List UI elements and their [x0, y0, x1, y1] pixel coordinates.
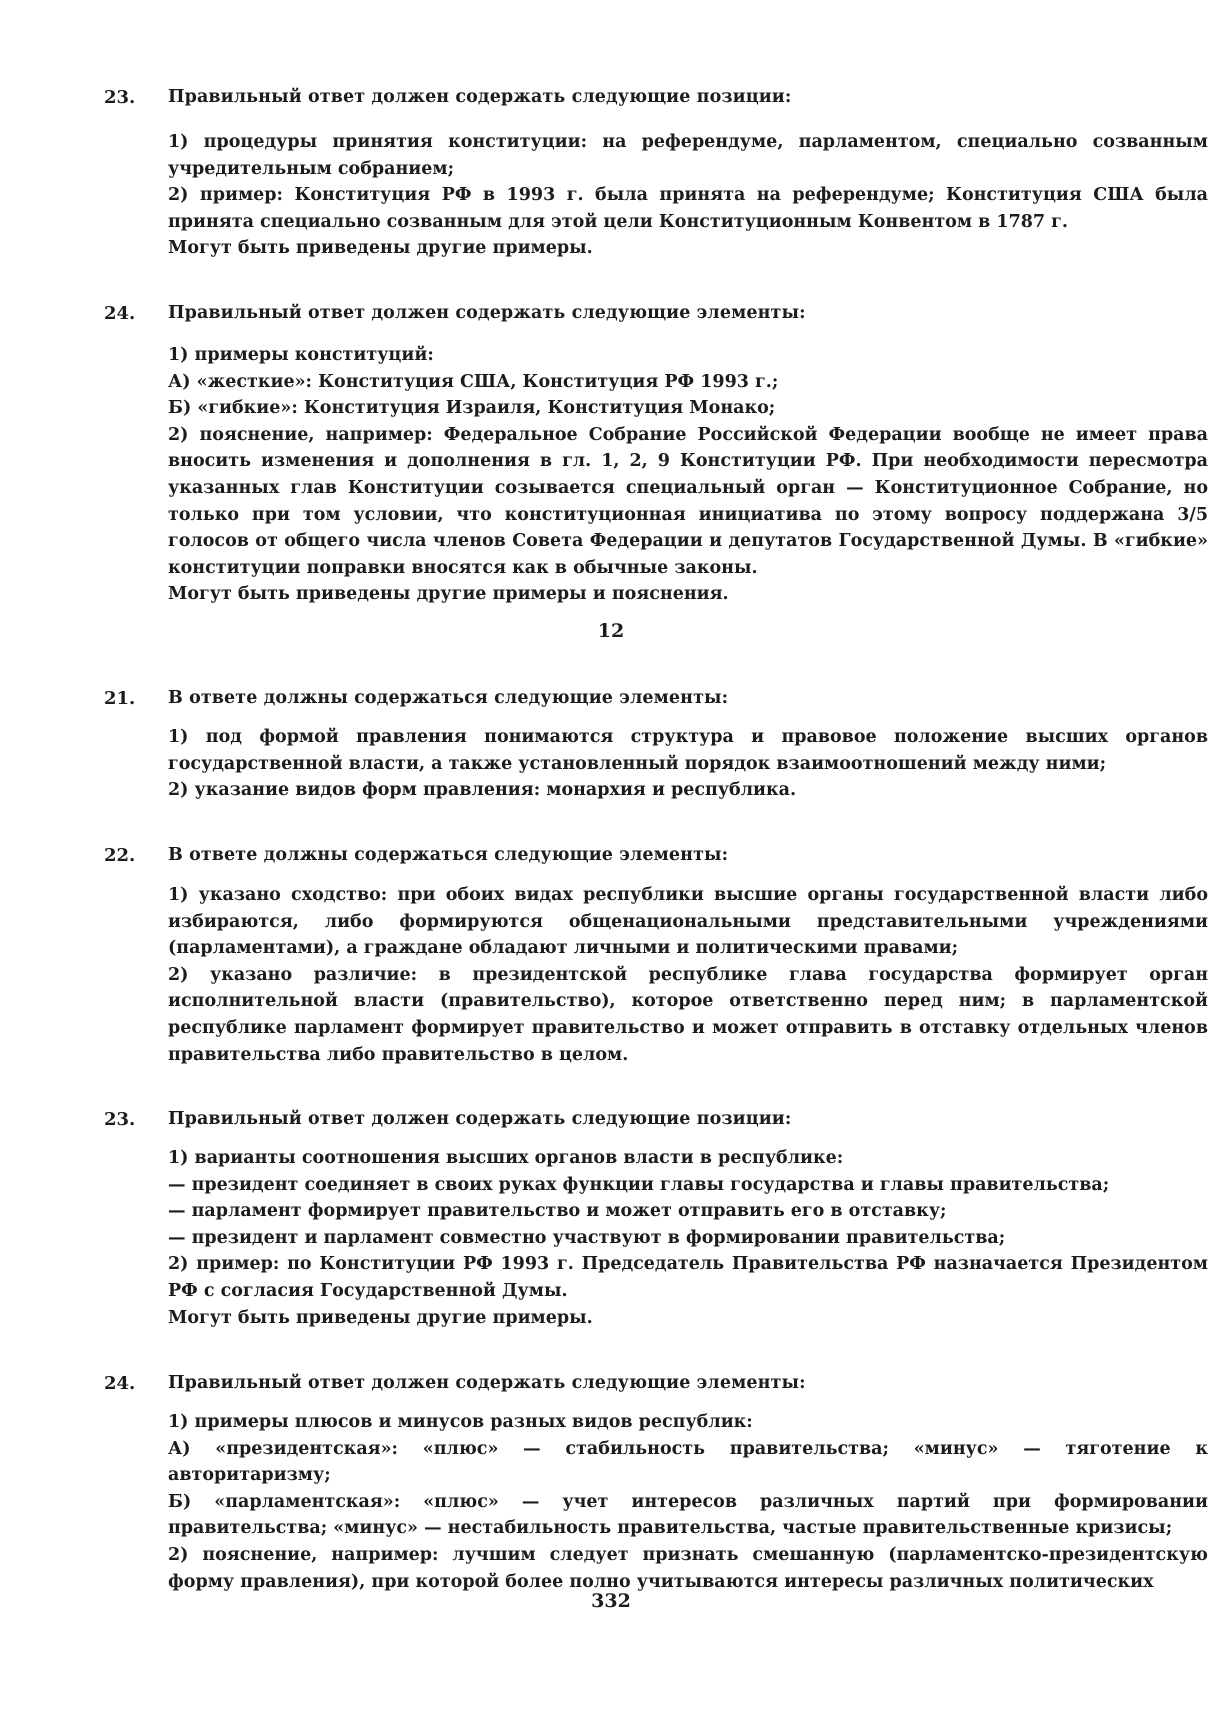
answer-line: 1) процедуры принятия конституции: на референдуме, парламентом, специально созванным учредительным собранием;	[168, 132, 1208, 179]
answer-line: — президент и парламент совместно участвуют в формировании правительства;	[168, 1227, 1006, 1248]
answer-number: 23.	[104, 1109, 136, 1130]
answer-line: 1) под формой правления понимаются структура и правовое положение высших органов государственной власти, а также установленный порядок взаимоотношений между ними;	[168, 727, 1208, 774]
answer-number: 21.	[104, 688, 136, 709]
answer-line: 1) примеры конституций:	[168, 345, 434, 365]
answer-line: — президент соединяет в своих руках функции главы государства и главы правительства;	[168, 1174, 1110, 1195]
answer-body	[168, 1145, 1208, 1331]
answer-heading: В ответе должны содержаться следующие элементы:	[168, 688, 729, 708]
answer-heading: Правильный ответ должен содержать следующие элементы:	[168, 1373, 806, 1393]
answer-line: Могут быть приведены другие примеры.	[168, 1307, 593, 1328]
answer-line: 2) пояснение, например: лучшим следует признать смешанную (парламентско-президентскую форму правления), при которой более полно учитываются интересы различных политических	[168, 1544, 1208, 1592]
answer-heading: Правильный ответ должен содержать следующие позиции:	[168, 87, 792, 107]
answer-line: 2) указано различие: в президентской республике глава государства формирует орган исполнительной власти (правительство), которое ответственно перед ним; в парламентской республике парламент формирует правительство и может отправить в отставку отдельных членов правительства либо правительство в целом.	[168, 964, 1208, 1065]
answer-line: 2) указание видов форм правления: монархия и республика.	[168, 780, 797, 801]
answer-line: Б) «парламентская»: «плюс» — учет интересов различных партий при формировании правительства; «минус» — нестабильность правительства, частые правительственные кризисы;	[168, 1491, 1208, 1539]
answer-body	[168, 724, 1208, 804]
answer-body	[168, 342, 1208, 608]
answer-line: 2) пример: Конституция РФ в 1993 г. была принята на референдуме; Конституция США была принята специально созванным для этой цели Конституционным Конвентом в 1787 г.	[168, 185, 1208, 232]
answer-line: Б) «гибкие»: Конституция Израиля, Конституция Монако;	[168, 398, 776, 419]
variant-number: 12	[597, 620, 625, 642]
answer-heading: В ответе должны содержаться следующие элементы:	[168, 845, 729, 865]
answer-heading: Правильный ответ должен содержать следующие позиции:	[168, 1109, 792, 1129]
page-number: 332	[591, 1590, 631, 1612]
answer-heading: Правильный ответ должен содержать следующие элементы:	[168, 303, 806, 323]
answer-number: 24.	[104, 303, 136, 324]
answer-line: 2) пояснение, например: Федеральное Собрание Российской Федерации вообще не имеет права вносить изменения и дополнения в гл. 1, 2, 9 Конституции РФ. При необходимости пересмотра указанных глав Конституции созывается специальный орган — Конституционное Собрание, но только при том условии, что конституционная инициатива по этому вопросу поддержана 3/5 голосов от общего числа членов Совета Федерации и депутатов Государственной Думы. В «гибкие» конституции поправки вносятся как в обычные законы.	[168, 424, 1208, 578]
answer-number: 23.	[104, 87, 136, 108]
answer-line: 1) указано сходство: при обоих видах республики высшие органы государственной власти либо избираются, либо формируются общенациональными представительными учреждениями (парламентами), а граждане обладают личными и политическими правами;	[168, 885, 1208, 959]
answer-body	[168, 882, 1208, 1068]
answer-number: 24.	[104, 1373, 136, 1394]
answer-line: Могут быть приведены другие примеры.	[168, 238, 593, 259]
answer-body	[168, 129, 1208, 262]
answer-number: 22.	[104, 845, 136, 866]
answer-line: Могут быть приведены другие примеры и пояснения.	[168, 584, 729, 605]
answer-line: А) «президентская»: «плюс» — стабильность правительства; «минус» — тяготение к авторитаризму;	[168, 1438, 1208, 1486]
answer-line: 1) примеры плюсов и минусов разных видов республик:	[168, 1412, 753, 1432]
answer-line: А) «жесткие»: Конституция США, Конституция РФ 1993 г.;	[168, 371, 779, 392]
answer-line: — парламент формирует правительство и может отправить его в отставку;	[168, 1201, 947, 1222]
answer-line: 2) пример: по Конституции РФ 1993 г. Председатель Правительства РФ назначается Президентом РФ с согласия Государственной Думы.	[168, 1254, 1208, 1301]
answer-body	[168, 1409, 1208, 1595]
answer-line: 1) варианты соотношения высших органов власти в республике:	[168, 1148, 844, 1168]
